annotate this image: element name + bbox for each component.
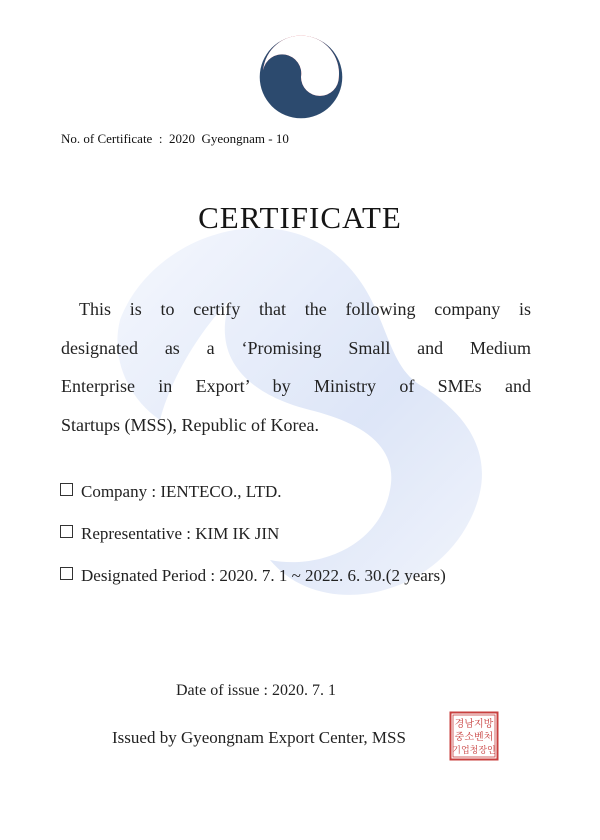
certificate-number-separator: : [158,131,163,146]
statement-line-4: Startups (MSS), Republic of Korea. [61,414,319,435]
statement-line-3: Enterprise in Export’ by Ministry of SMEs and [61,376,531,396]
period-value: 2020. 7. 1 ~ 2022. 6. 30.(2 years) [219,566,446,585]
issuer-line: Issued by Gyeongnam Export Center, MSS [112,728,406,747]
certificate-number-value: 2020 Gyeongnam - 10 [168,131,289,146]
representative-field: Representative : KIM IK JIN [60,524,279,544]
date-label: Date of issue [176,682,260,699]
official-seal-stamp [449,711,499,761]
statement-line-1: This is to certify that the following company is [79,299,531,319]
certificate-title: CERTIFICATE [198,200,402,235]
checkbox-icon [60,483,73,496]
certificate-number-label: No. of Certificate [61,131,153,146]
period-label: Designated Period [81,566,207,585]
checkbox-icon [60,525,73,538]
company-field: Company : IENTECO., LTD. [60,482,282,502]
svg-text:기업청장인: 기업청장인 [452,746,496,756]
checkbox-icon [60,567,73,580]
company-label: Company [81,482,148,501]
certification-statement [61,290,531,444]
date-value: 2020. 7. 1 [271,682,336,699]
taegeuk-emblem-icon [258,34,344,120]
company-value: IENTECO., LTD. [160,482,282,501]
svg-text:중소벤처: 중소벤처 [454,732,494,743]
period-field: Designated Period : 2020. 7. 1 ~ 2022. 6. 30.(2 years) [60,566,446,586]
certificate-number [61,131,289,147]
representative-value: KIM IK JIN [195,524,280,543]
date-of-issue: Date of issue : 2020. 7. 1 [176,682,336,699]
representative-label: Representative [81,524,183,543]
svg-text:경남지방: 경남지방 [454,719,494,730]
statement-line-2: designated as a ‘Promising Small and Medium [61,337,531,358]
